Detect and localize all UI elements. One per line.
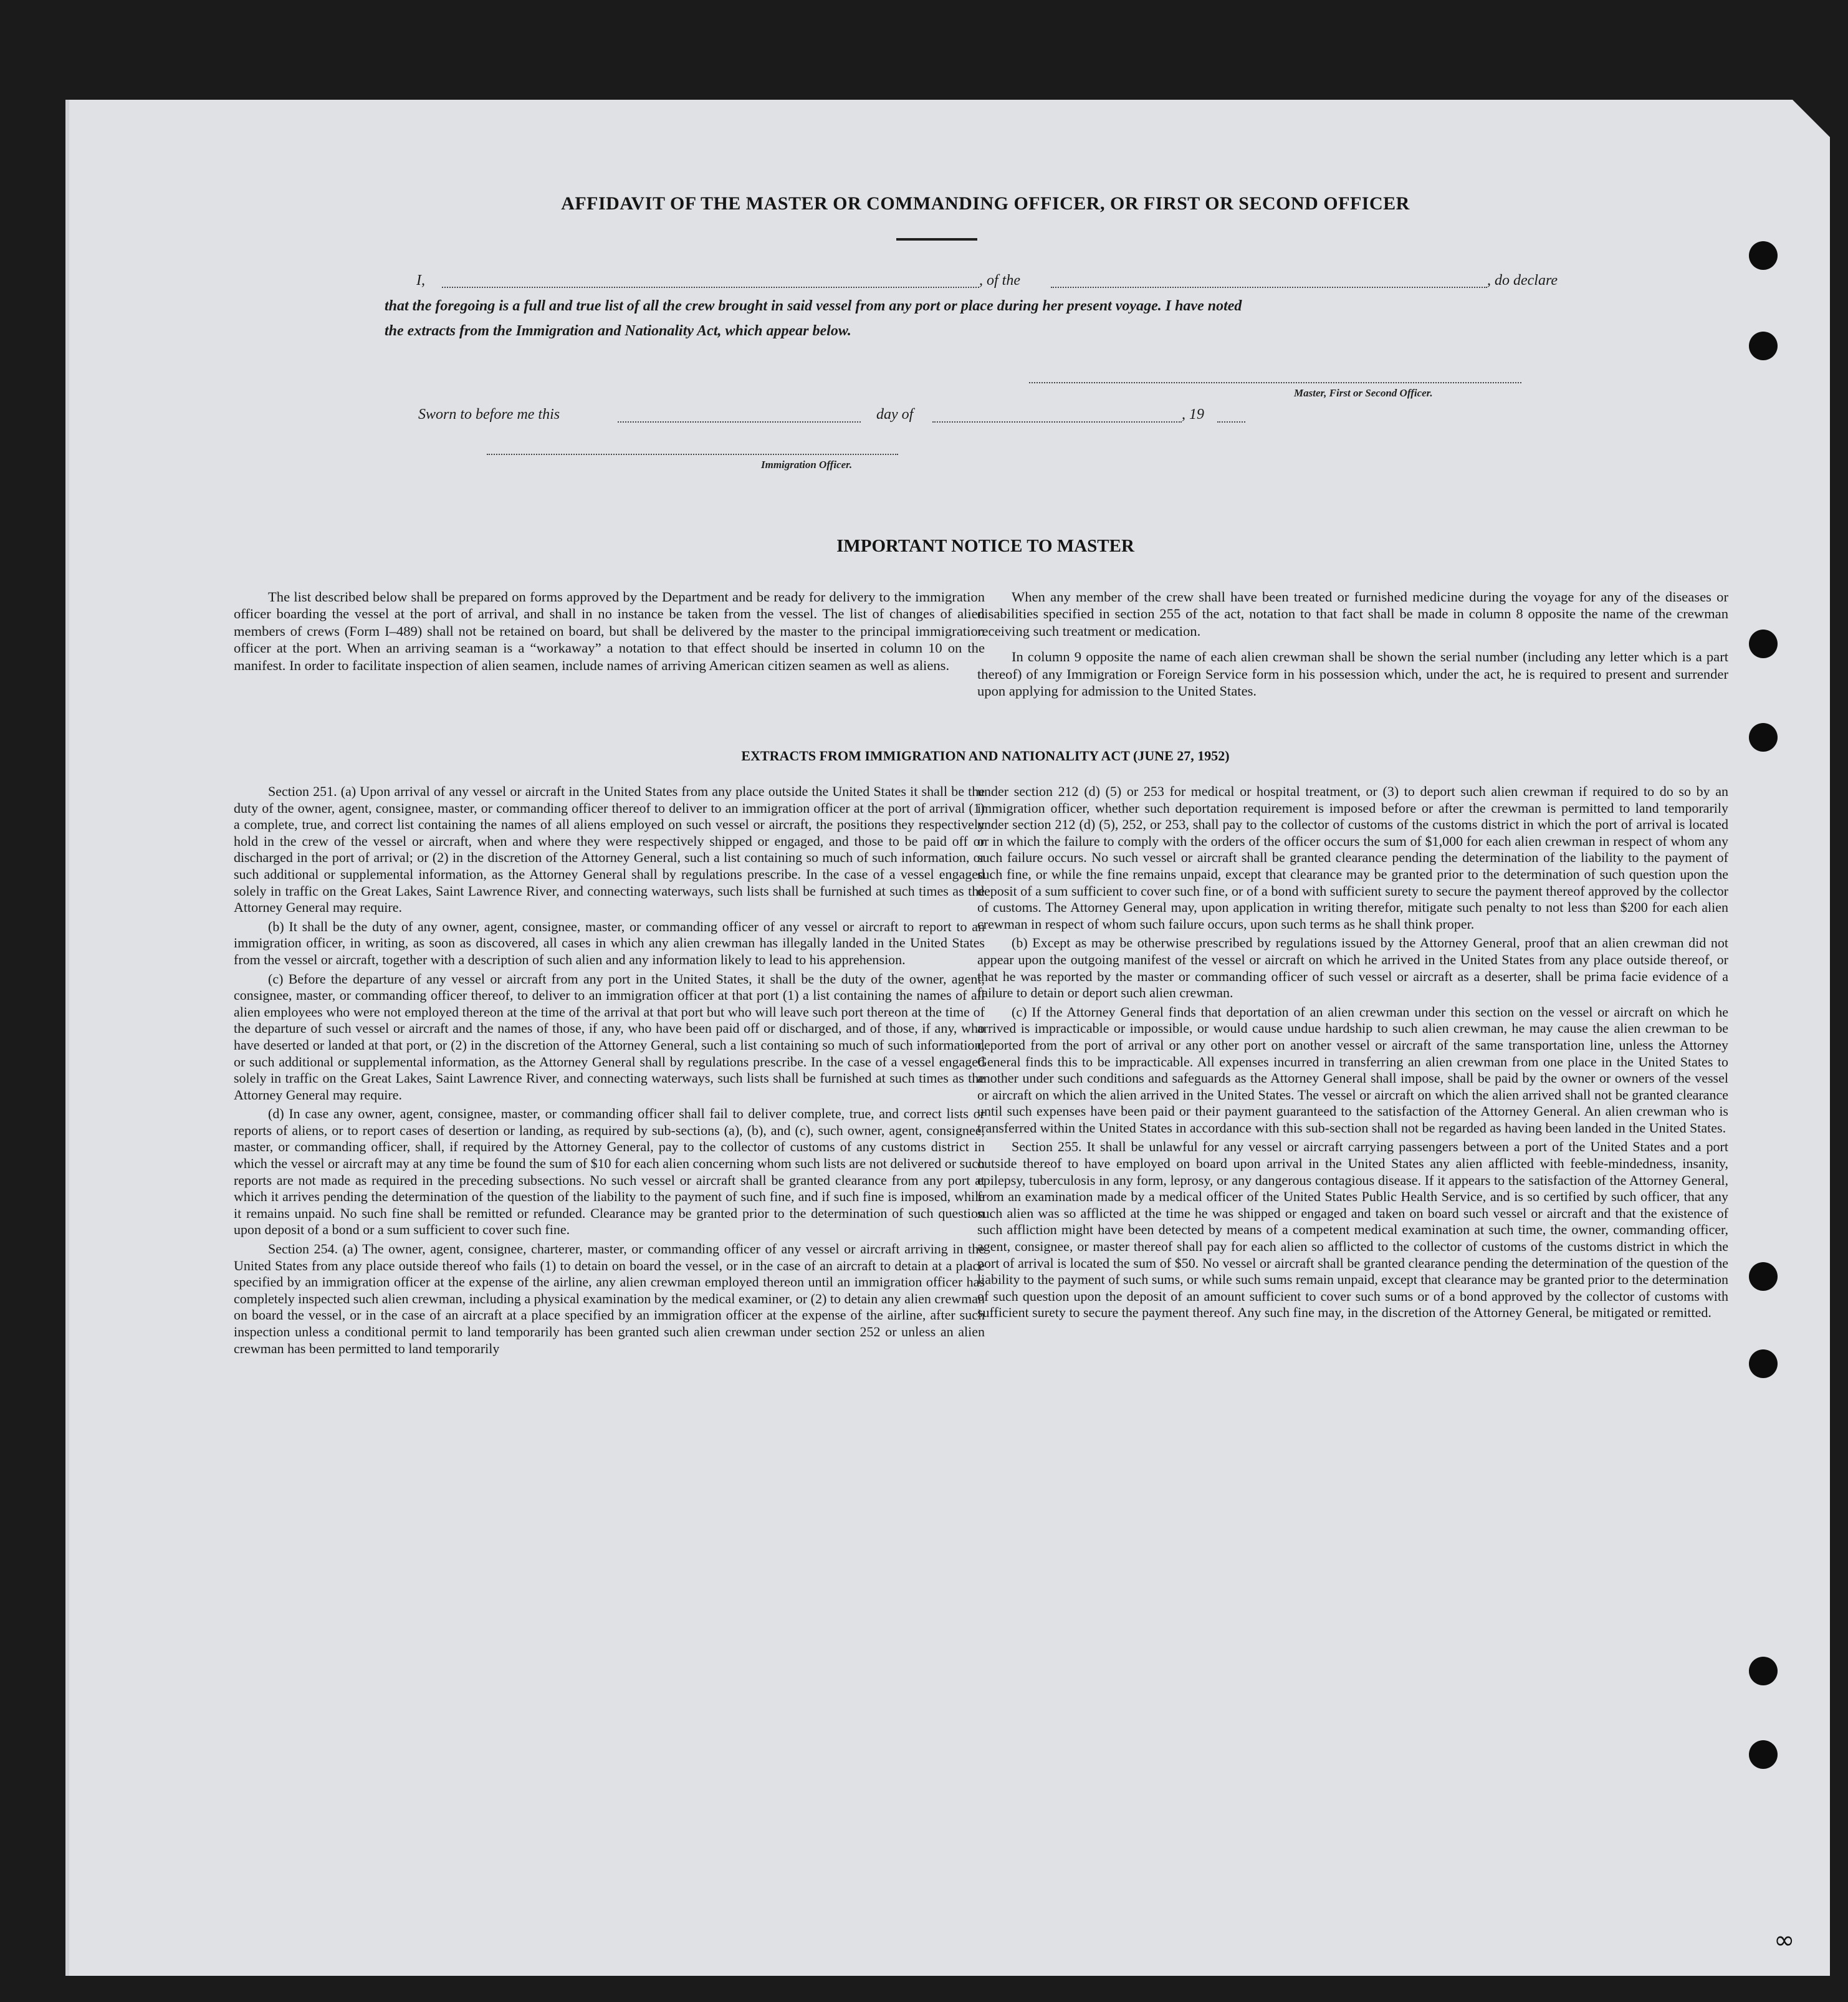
- title-divider: [896, 238, 977, 241]
- declaration-statement-line-2: the extracts from the Immigration and Nationality Act, which appear below.: [385, 323, 851, 339]
- sworn-day-field[interactable]: [618, 421, 861, 423]
- section-251-c: (c) Before the departure of any vessel or aircraft from any port in the United States, it shall be the duty of the owner, agent, consignee, master, or commanding officer thereof, to deliver to an immigration officer at that port (1) a list containing the names of all alien employees who were not employed thereon at the time of the arrival at that port but who will leave such port thereon at the time of the departure of such vessel or aircraft and the names of those, if any, who have been paid off or discharged, and of those, if any, who have deserted or landed at that port, or (2) in the discretion of the Attorney General, such a list containing so much of such information, or such additional or supplemental information, as the Attorney General shall by regulations prescribe. In the case of a vessel engaged solely in traffic on the Great Lakes, Saint Lawrence River, and connecting waterways, such lists shall be furnished at such times as the Attorney General may require.: [234, 970, 985, 1103]
- year-label: , 19: [1182, 406, 1204, 423]
- binder-hole: [1749, 630, 1778, 658]
- document-page: [65, 100, 1830, 1976]
- extracts-title: EXTRACTS FROM IMMIGRATION AND NATIONALITY ACT (JUNE 27, 1952): [741, 748, 1230, 764]
- sworn-year-field[interactable]: [1217, 421, 1245, 423]
- do-declare-label: , do declare: [1487, 272, 1558, 289]
- affidavit-title: AFFIDAVIT OF THE MASTER OR COMMANDING OFFICER, OR FIRST OR SECOND OFFICER: [561, 193, 1410, 214]
- binder-hole: [1749, 1349, 1778, 1378]
- section-251-d: (d) In case any owner, agent, consignee, master, or commanding officer shall fail to deliver complete, true, and correct lists or reports of aliens, or to report cases of desertion or landing, as required by sub-sections (a), (b), and (c), such owner, agent, consignee, master, or commanding officer, shall, if required by the Attorney General, pay to the collector of customs of any customs district in which the vessel or aircraft may at any time be found the sum of $10 for each alien concerning whom such lists are not delivered or such reports are not made as required in the preceding subsections. No such vessel or aircraft shall be granted clearance from any port at which it arrives pending the determination of the question of the liability to the payment of such fine, and if such fine is imposed, while it remains unpaid. No such fine shall be remitted or refunded. Clearance may be granted prior to the determination of such question upon deposit of a bond or a sum sufficient to cover such fine.: [234, 1106, 985, 1238]
- extracts-right-column: [977, 783, 1728, 1324]
- day-of-label: day of: [876, 406, 914, 423]
- notice-title: IMPORTANT NOTICE TO MASTER: [836, 536, 1134, 556]
- scan-corner-mark: ∞: [1774, 1926, 1795, 1955]
- binder-hole: [1749, 332, 1778, 360]
- sworn-label: Sworn to before me this: [418, 406, 560, 423]
- officer-signature-line[interactable]: [487, 454, 898, 455]
- binder-hole: [1749, 241, 1778, 270]
- sworn-month-field[interactable]: [932, 421, 1182, 423]
- binder-hole: [1749, 1262, 1778, 1291]
- section-251-a: Section 251. (a) Upon arrival of any vessel or aircraft in the United States from any place outside the United States it shall be the duty of the owner, agent, consignee, master, or commanding officer thereof to deliver to an immigration officer at the port of arrival (1) a complete, true, and correct list containing the names of all aliens employed on such vessel or aircraft, the positions they respectively hold in the crew of the vessel or aircraft, when and where they were respectively shipped or engaged, and those to be paid off or discharged in the port of arrival; or (2) in the discretion of the Attorney General, such a list containing so much of such information, or such additional or supplemental information, as the Attorney General shall by regulations prescribe. In the case of a vessel engaged solely in traffic on the Great Lakes, Saint Lawrence River, and connecting waterways, such lists shall be furnished at such times as the Attorney General may require.: [234, 783, 985, 916]
- binder-hole: [1749, 723, 1778, 752]
- of-the-label: , of the: [979, 272, 1020, 289]
- master-signature-label: Master, First or Second Officer.: [1294, 387, 1433, 399]
- section-254-a: Section 254. (a) The owner, agent, consignee, charterer, master, or commanding officer of any vessel or aircraft arriving in the United States from any place outside thereof who fails (1) to detain on board the vessel, or in the case of an aircraft to detain at a place specified by an immigration officer at the expense of the airline, any alien crewman employed thereon until an immigration officer has completely inspected such alien crewman, including a physical examination by the medical examiner, or (2) to detain any alien crewman on board the vessel, or in the case of an aircraft at a place specified by an immigration officer at the expense of the airline, after such inspection unless a conditional permit to land temporarily has been granted such alien crewman under section 252 or unless an alien crewman has been permitted to land temporarily: [234, 1241, 985, 1356]
- master-signature-line[interactable]: [1029, 382, 1521, 383]
- notice-right-paragraph-2: In column 9 opposite the name of each alien crewman shall be shown the serial number (including any letter which is a part thereof) of any Immigration or Foreign Service form in his possession which, under the act, he is required to present and surrender upon applying for admission to the United States.: [977, 649, 1728, 699]
- officer-signature-label: Immigration Officer.: [761, 459, 853, 471]
- declaration-statement-line-1: that the foregoing is a full and true list of all the crew brought in said vessel from any port or place during her present voyage. I have noted: [385, 298, 1242, 314]
- declarant-name-field[interactable]: [442, 287, 979, 288]
- vessel-name-field[interactable]: [1051, 287, 1487, 288]
- section-254-a-continued: under section 212 (d) (5) or 253 for medical or hospital treatment, or (3) to deport such alien crewman if required to do so by an immigration officer, whether such deportation requirement is imposed before or after the crewman is permitted to land temporarily under section 212 (d) (5), 252, or 253, shall pay to the collector of customs of the customs district in which the port of arrival is located or in which the failure to comply with the orders of the officer occurs the sum of $1,000 for each alien crewman in respect of whom any such failure occurs. No such vessel or aircraft shall be granted clearance pending the determination of the liability to the payment of such fine, or while the fine remains unpaid, except that clearance may be granted prior to the determination of such question upon the deposit of a sum sufficient to cover such fine, or of a bond with sufficient surety to secure the payment thereof approved by the collector of customs. The Attorney General may, upon application in writing therefor, mitigate such penalty to not less than $200 for each alien crewman in respect of whom such failure occurs, upon such terms as he shall think proper.: [977, 783, 1728, 932]
- section-255: Section 255. It shall be unlawful for any vessel or aircraft carrying passengers between a port of the United States and a port outside thereof to have employed on board upon arrival in the United States any alien afflicted with feeble-mindedness, insanity, epilepsy, tuberculosis in any form, leprosy, or any dangerous contagious disease. If it appears to the satisfaction of the Attorney General, from an examination made by a medical officer of the United States Public Health Service, and is so certified by such officer, that any such alien was so afflicted at the time he was shipped or engaged and taken on board such vessel or aircraft and that the existence of such affliction might have been detected by means of a competent medical examination at such time, the owner, commanding officer, agent, consignee, or master thereof shall pay for each alien so afflicted to the collector of customs of the customs district in which the port of arrival is located the sum of $50. No vessel or aircraft shall be granted clearance pending the determination of the question of the liability to the payment of such sums, or while such sums remain unpaid, except that clearance may be granted prior to the determination of such question upon the deposit of an amount sufficient to cover such sums or of a bond approved by the collector of customs with sufficient surety to secure the payment thereof. Any such fine may, in the discretion of the Attorney General, be mitigated or remitted.: [977, 1139, 1728, 1321]
- notice-right-column: [977, 588, 1728, 702]
- section-254-c: (c) If the Attorney General finds that deportation of an alien crewman under this section on the vessel or aircraft on which he arrived is impracticable or impossible, or would cause undue hardship to such alien crewman, he may cause the alien crewman to be deported from the port of arrival or any other port on another vessel or aircraft of the same transportation line, unless the Attorney General finds this to be impracticable. All expenses incurred in transferring an alien crewman from one place in the United States to another under such conditions and safeguards as the Attorney General shall impose, shall be paid by the owner or owners of the vessel or aircraft on which the alien arrived in the United States. The vessel or aircraft on which the alien arrived shall not be granted clearance until such expenses have been paid or their payment guaranteed to the satisfaction of the Attorney General. An alien crewman who is transferred within the United States in accordance with this sub-section shall not be regarded as having been landed in the United States.: [977, 1003, 1728, 1136]
- binder-hole: [1749, 1657, 1778, 1685]
- folded-corner: [1793, 100, 1830, 137]
- notice-left-column: [234, 588, 985, 676]
- section-254-b: (b) Except as may be otherwise prescribed by regulations issued by the Attorney General, proof that an alien crewman did not appear upon the outgoing manifest of the vessel or aircraft on which he arrived in the United States from any place outside thereof, or that he was reported by the master or commanding officer of such vessel or aircraft as a deserter, shall be prima facie evidence of a failure to detain or deport such alien crewman.: [977, 935, 1728, 1001]
- extracts-left-column: [234, 783, 985, 1359]
- binder-hole: [1749, 1740, 1778, 1769]
- notice-left-paragraph: The list described below shall be prepared on forms approved by the Department and be ready for delivery to the immigration officer boarding the vessel at the port of arrival, and shall in no instance be taken from the vessel. The list of changes of alien members of crews (Form I–489) shall not be retained on board, but shall be delivered by the master to the principal immigration officer at the port. When an arriving seaman is a “workaway” a notation to that effect should be inserted in column 10 on the manifest. In order to facilitate inspection of alien seamen, include names of arriving American citizen seamen as well as aliens.: [234, 589, 985, 673]
- i-label: I,: [416, 272, 425, 289]
- notice-right-paragraph-1: When any member of the crew shall have been treated or furnished medicine during the voyage for any of the diseases or disabilities specified in section 255 of the act, notation to that fact shall be made in column 8 opposite the name of the crewman receiving such treatment or medication.: [977, 589, 1728, 639]
- section-251-b: (b) It shall be the duty of any owner, agent, consignee, master, or commanding officer of any vessel or aircraft to report to an immigration officer, in writing, as soon as discovered, all cases in which any alien crewman has illegally landed in the United States from the vessel or aircraft, together with a description of such alien and any information likely to lead to his apprehension.: [234, 918, 985, 967]
